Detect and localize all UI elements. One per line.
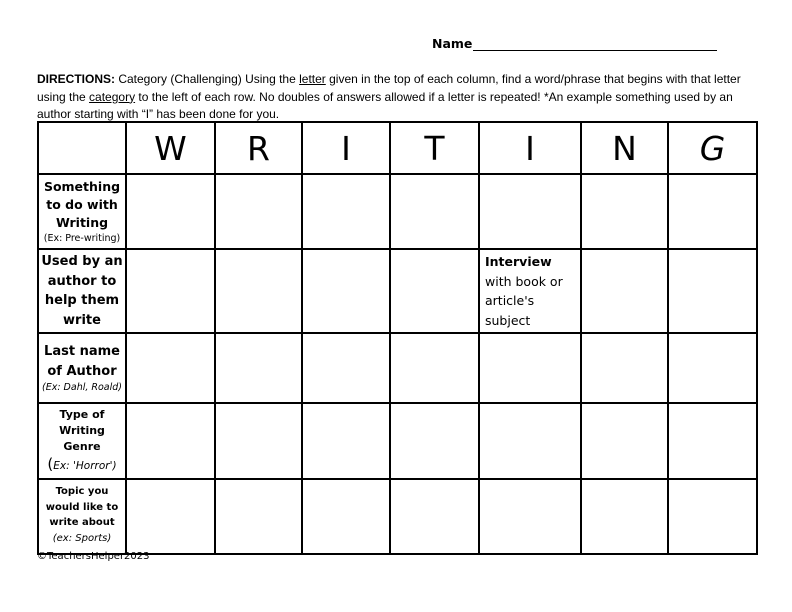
answer-cell[interactable] [390,174,479,249]
letter-n: N [581,122,668,174]
letter-t: T [390,122,479,174]
open-paren: ( [47,455,54,473]
letter-r: R [215,122,302,174]
directions-part3: to the left of each row. No doubles of answers allowed if a letter is repeated! *An example something used by an author starting with “I” has been done for you. [37,89,733,121]
directions-part2: given in the top of each column, find a word/phrase that begins with that letter using the [37,72,741,104]
answer-cell[interactable] [668,249,757,333]
answer-cell[interactable] [302,479,390,554]
example-answer-text: with book or article's subject [485,273,563,328]
letter-w: W [126,122,215,174]
table-row [38,403,757,479]
answer-cell[interactable] [581,174,668,249]
answer-cell[interactable] [668,403,757,479]
answer-cell[interactable] [215,174,302,249]
answer-cell[interactable] [126,174,215,249]
corner-cell [38,122,126,174]
category-topic [38,479,126,554]
letter-i-2: I [479,122,581,174]
category-label: Something to do with Writing [43,179,121,230]
directions-part1: Category (Challenging) Using the [115,72,300,86]
category-label: Last name of Author [44,344,120,379]
answer-cell[interactable] [126,333,215,403]
answer-cell[interactable] [479,333,581,403]
category-label: Type of Writing Genre [59,408,105,453]
answer-cell[interactable] [215,403,302,479]
directions-underline-category: category [89,89,136,104]
category-example: (Ex: Dahl, Roald) [42,382,122,393]
answer-cell[interactable] [581,249,668,333]
category-example: (Ex: Pre-writing) [43,233,121,244]
name-underline[interactable] [473,38,717,51]
answer-cell[interactable] [215,249,302,333]
example-answer-cell[interactable] [479,249,581,333]
letter-i: I [302,122,390,174]
answer-cell[interactable] [668,333,757,403]
category-author-tool [38,249,126,333]
directions-label: DIRECTIONS: [37,72,115,86]
answer-cell[interactable] [126,479,215,554]
answer-cell[interactable] [581,403,668,479]
answer-cell[interactable] [302,249,390,333]
answer-cell[interactable] [126,249,215,333]
directions-text [37,71,767,124]
answer-cell[interactable] [390,333,479,403]
category-author-last-name [38,333,126,403]
answer-cell[interactable] [390,403,479,479]
name-field[interactable] [432,36,717,51]
answer-cell[interactable] [668,174,757,249]
close-paren: ) [112,460,117,472]
category-example: (ex: Sports) [52,532,112,544]
category-example: Ex: 'Horror' [53,460,113,472]
answer-cell[interactable] [479,403,581,479]
answer-cell[interactable] [126,403,215,479]
category-label: Topic you would like to write about [45,486,119,528]
table-row [38,249,757,333]
example-answer-heading: Interview [485,254,552,269]
table-row [38,333,757,403]
answer-cell[interactable] [479,479,581,554]
answer-cell[interactable] [390,479,479,554]
answer-cell[interactable] [581,333,668,403]
directions-underline-letter: letter [299,72,326,86]
category-label: Used by an author to help them write [41,254,123,328]
answer-cell[interactable] [668,479,757,554]
answer-cell[interactable] [302,174,390,249]
answer-cell[interactable] [215,479,302,554]
category-genre [38,403,126,479]
letter-g: G [668,122,757,174]
answer-cell[interactable] [479,174,581,249]
table-row [38,174,757,249]
answer-cell[interactable] [302,333,390,403]
name-label: Name [432,36,473,51]
copyright-text: ©TeachersHelper2023 [37,551,150,562]
answer-cell[interactable] [302,403,390,479]
header-row [38,122,757,174]
category-writing [38,174,126,249]
writing-grid [37,121,758,555]
answer-cell[interactable] [215,333,302,403]
answer-cell[interactable] [581,479,668,554]
table-row [38,479,757,554]
answer-cell[interactable] [390,249,479,333]
